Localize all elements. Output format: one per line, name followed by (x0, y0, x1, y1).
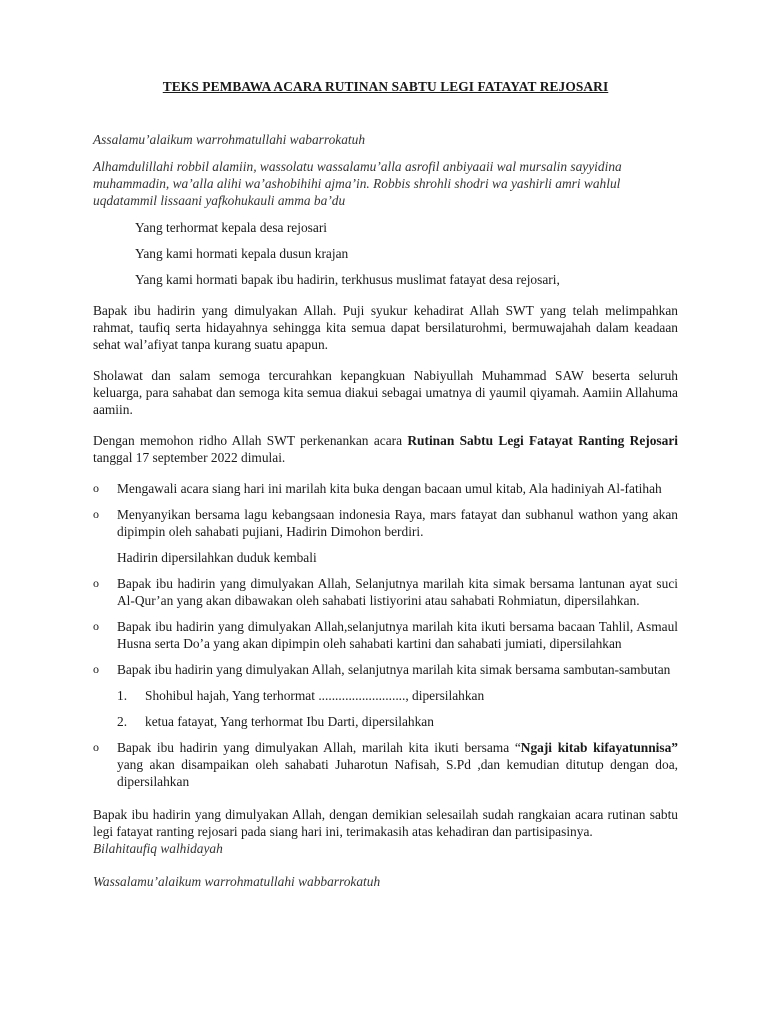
closing-italic: Bilahitaufiq walhidayah (93, 841, 223, 856)
list-item (117, 687, 678, 704)
list-number: 2. (117, 714, 128, 729)
respect-line-hamlet-head: Yang kami hormati kepala dusun krajan (135, 246, 349, 261)
document-title: TEKS PEMBAWA ACARA RUTINAN SABTU LEGI FATAYAT REJOSARI (162, 79, 609, 94)
sit-down-instruction: Hadirin dipersilahkan duduk kembali (117, 550, 317, 565)
agenda-item-text: Bapak ibu hadirin yang dimulyakan Allah,selanjutnya marilah kita ikuti bersama bacaan Tahlil, Asmaul Husna serta Do’a yang akan dipimpin oleh sahabati kartini dan sahabati jumiati, dipersilahkan (117, 619, 678, 651)
bullet-marker: o (93, 507, 99, 521)
respect-line-audience: Yang kami hormati bapak ibu hadirin, terkhusus muslimat fatayat desa rejosari, (135, 272, 560, 287)
respect-line-village-head: Yang terhormat kepala desa rejosari (135, 220, 327, 235)
kitab-text-before: Bapak ibu hadirin yang dimulyakan Allah, marilah kita ikuti bersama “ (117, 740, 521, 755)
opening-prayer: Alhamdulillahi robbil alamiin, wassolatu wassalamu’alla asrofil anbiyaaii wal mursalin sayyidina muhammadin, wa’alla alihi wa’ashobihihi ajma’in. Robbis shrohli shodri wa yashirli amri wahlul uqdatammil lissaani yafkohukauli amma ba’du (93, 159, 622, 208)
list-item (93, 480, 678, 497)
agenda-item-text: Bapak ibu hadirin yang dimulyakan Allah, Selanjutnya marilah kita simak bersama lantunan ayat suci Al-Qur’an yang akan dibawakan oleh sahabati listiyorini atau sahabati Rohmiatun, dipersilahkan. (117, 576, 678, 608)
list-number: 1. (117, 688, 128, 703)
list-item (93, 506, 678, 540)
opening-greeting: Assalamu’alaikum warrohmatullahi wabarrokatuh (93, 132, 366, 147)
bullet-marker: o (93, 740, 99, 754)
list-item (93, 661, 678, 678)
closing-text: Bapak ibu hadirin yang dimulyakan Allah, dengan demikian selesailah sudah rangkaian acara rutinan sabtu legi fatayat ranting rejosari pada siang hari ini, terimakasih atas kehadiran dan partisipasinya. (93, 807, 678, 839)
bullet-marker: o (93, 619, 99, 633)
closing-greeting: Wassalamu’alaikum warrohmatullahi wabbarrokatuh (93, 874, 381, 889)
bullet-marker: o (93, 662, 99, 676)
list-item (93, 575, 678, 609)
paragraph-opening-event (93, 432, 678, 466)
event-name: Rutinan Sabtu Legi Fatayat Ranting Rejosari (407, 433, 678, 448)
agenda-item-text: Menyanyikan bersama lagu kebangsaan indonesia Raya, mars fatayat dan subhanul wathon yang akan dipimpin oleh sahabati pujiani, Hadirin Dimohon berdiri. (117, 507, 678, 539)
speech-item-text: Shohibul hajah, Yang terhormat .........................., dipersilahkan (145, 688, 485, 703)
bullet-marker: o (93, 481, 99, 495)
agenda-item-text: Mengawali acara siang hari ini marilah kita buka dengan bacaan umul kitab, Ala hadiniyah Al-fatihah (117, 481, 662, 496)
opening-event-text-before: Dengan memohon ridho Allah SWT perkenankan acara (93, 433, 408, 448)
paragraph-closing (93, 806, 678, 857)
speeches-list (117, 687, 678, 730)
agenda-item-text (117, 739, 678, 790)
kitab-name: Ngaji kitab kifayatunnisa” (520, 740, 678, 755)
list-item (93, 739, 678, 790)
speech-item-text: ketua fatayat, Yang terhormat Ibu Darti, dipersilahkan (145, 714, 434, 729)
paragraph-sholawat: Sholawat dan salam semoga tercurahkan kepangkuan Nabiyullah Muhammad SAW beserta seluruh keluarga, para sahabat dan semoga kita semua diakui sebagai umatnya di yaumil qiyamah. Aamiin Allahuma aamiin. (93, 368, 678, 417)
list-item (93, 618, 678, 652)
agenda-list (93, 480, 678, 790)
agenda-item-text: Bapak ibu hadirin yang dimulyakan Allah, selanjutnya marilah kita simak bersama sambutan-sambutan (117, 662, 671, 677)
list-item (117, 713, 678, 730)
paragraph-gratitude: Bapak ibu hadirin yang dimulyakan Allah. Puji syukur kehadirat Allah SWT yang telah melimpahkan rahmat, taufiq serta hidayahnya sehingga kita semua dapat bersilaturohmi, bermuwajahah dalam keadaan sehat wal’afiyat tanpa kurang suatu apapun. (93, 303, 678, 352)
bullet-marker: o (93, 576, 99, 590)
opening-event-text-after: tanggal 17 september 2022 dimulai. (93, 450, 286, 465)
document-page (93, 78, 678, 890)
kitab-text-after: yang akan disampaikan oleh sahabati Juharotun Nafisah, S.Pd ,dan kemudian ditutup dengan doa, dipersilahkan (117, 757, 678, 789)
